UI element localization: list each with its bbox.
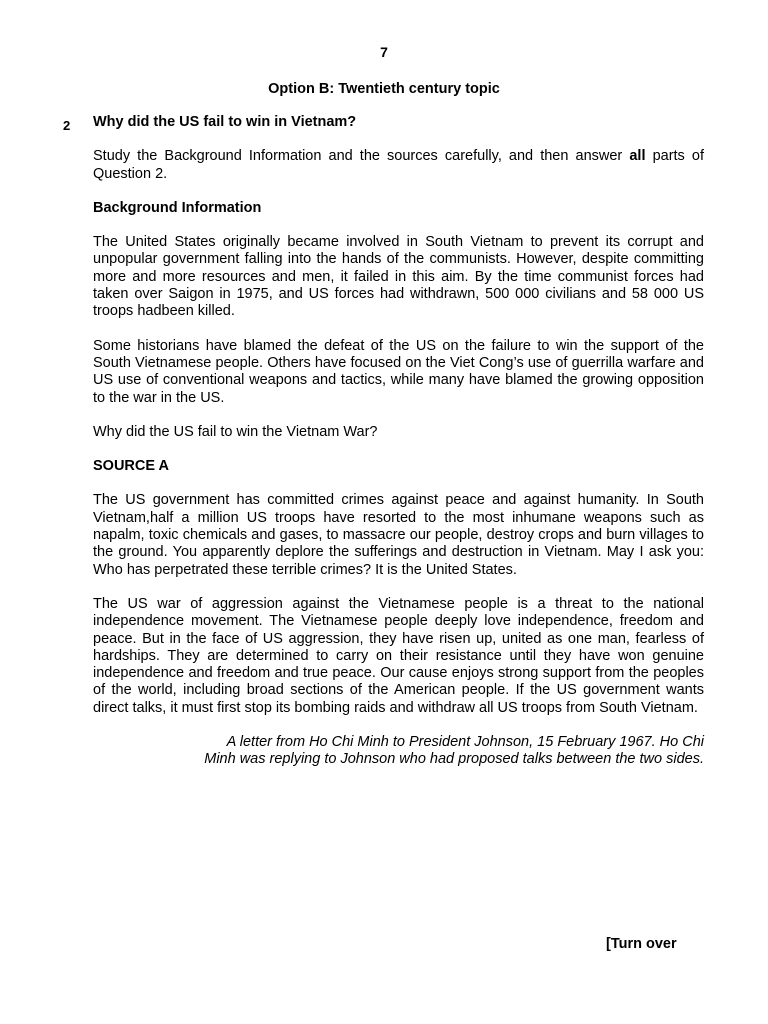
instructions-emphasis: all (629, 148, 646, 165)
question-number: 2 (63, 118, 71, 133)
question-content (93, 114, 704, 769)
source-a-attribution: A letter from Ho Chi Minh to President Johnson, 15 February 1967. Ho Chi Minh was replying to Johnson who had proposed talks between the two sides. (204, 734, 704, 768)
background-paragraph-2: Some historians have blamed the defeat of the US on the failure to win the support of the South Vietnamese people. Others have focused on the Viet Cong’s use of guerrilla warfare and US use of conventional weapons and tactics, while many have blamed the growing opposition to the war in the US. (93, 337, 704, 406)
source-a-heading: SOURCE A (93, 458, 169, 475)
instructions-before: Study the Background Information and the sources carefully, and then answer (93, 148, 630, 165)
page-number: 7 (380, 44, 388, 60)
source-a-paragraph-2: The US war of aggression against the Vietnamese people is a threat to the national independence movement. The Vietnamese people deeply love independence, freedom and peace. But in the face of US aggression, they have risen up, united as one man, fearless of hardships. They are determined to carry on their resistance until they have won genuine independence and freedom and true peace. Our cause enjoys strong support from the peoples of the world, including broad sections of the American people. If the US government wants direct talks, it must first stop its bombing raids and withdraw all US troops from South Vietnam. (93, 595, 704, 716)
option-title: Option B: Twentieth century topic (268, 81, 500, 97)
source-a-paragraph-1: The US government has committed crimes against peace and against humanity. In South Vietnam,half a million US troops have resorted to the most inhumane weapons such as napalm, toxic chemicals and gases, to massacre our people, destroy crops and burn villages to the ground. You apparently deplore the sufferings and destruction in Vietnam. May I ask you: Who has perpetrated these terrible crimes? It is the United States. (93, 492, 704, 578)
background-paragraph-1: The United States originally became involved in South Vietnam to prevent its corrupt and unpopular government falling into the hands of the communists. However, despite committing more and more resources and men, it failed in this aim. By the time communist forces had taken over Saigon in 1975, and US forces had withdrawn, 500 000 civilians and 58 000 US troops hadbeen killed. (93, 234, 704, 320)
question-title: Why did the US fail to win in Vietnam? (93, 114, 357, 130)
instructions-after: parts of Question 2. (93, 148, 704, 182)
instructions (93, 148, 704, 183)
turn-over: [Turn over (606, 936, 677, 952)
key-question: Why did the US fail to win the Vietnam War? (93, 423, 378, 440)
background-heading: Background Information (93, 199, 262, 216)
